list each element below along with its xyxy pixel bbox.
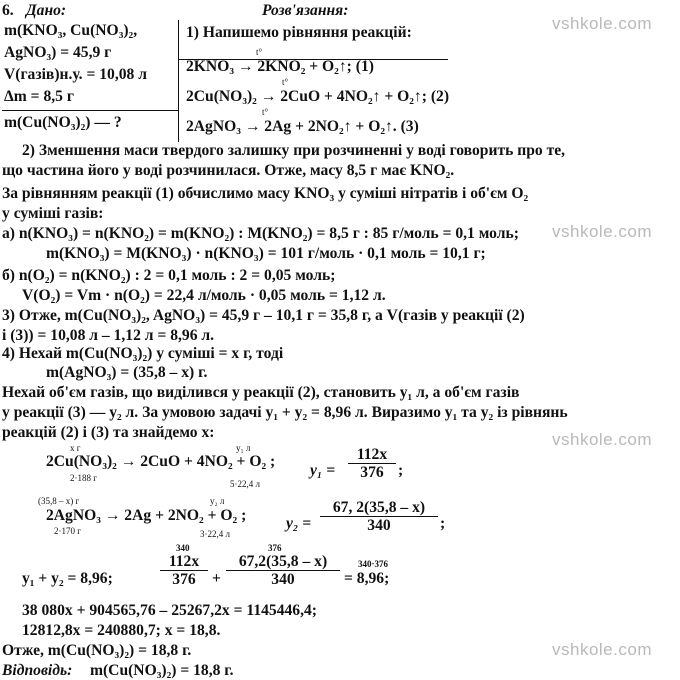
temp-mark: t° — [262, 107, 269, 117]
watermark: vshkole.com — [552, 640, 652, 659]
mass-annotation: (35,8 – x) г — [38, 496, 80, 506]
solution-line: 38 080x + 904565,76 – 25267,2x = 1145446,4; — [22, 602, 317, 619]
volume-annotation: 5·22,4 л — [230, 479, 260, 489]
equation-2: 2Cu(NO₃)₂ → 2CuO + 4NO₂↑ + O₂↑; (2) — [186, 88, 450, 105]
y2-denominator: 340 — [367, 517, 391, 534]
watermark: vshkole.com — [552, 430, 652, 449]
text-line: m(AgNO₃) = (35,8 – x) г. — [46, 364, 208, 381]
watermark: vshkole.com — [552, 14, 652, 33]
sum-fraction-2 — [226, 553, 340, 588]
given-heading: Дано: — [26, 2, 67, 19]
y1-fraction — [348, 446, 396, 481]
solution-heading: Розв'язання: — [262, 2, 349, 19]
fraction-denominator: 376 — [172, 571, 196, 588]
y2-numerator: 67, 2(35,8 – x) — [320, 499, 438, 517]
text-line: m(KNO₃) = M(KNO₃) · n(KNO₃) = 101 г/моль · 0,1 моль = 10,1 г; — [46, 245, 486, 262]
y2-label: y₂ = — [286, 515, 312, 532]
fraction-numerator: 112x — [160, 553, 208, 571]
multiplier: 340 — [176, 543, 190, 553]
watermark: vshkole.com — [552, 222, 652, 241]
text-line: 4) Нехай m(Cu(NO₃)₂) у суміші = x г, тоді — [2, 345, 284, 362]
semicolon: ; — [398, 462, 404, 479]
answer-text: m(Cu(NO₃)₂) = 18,8 г. — [90, 662, 234, 679]
text-line: V(O₂) = Vm · n(O₂) = 22,4 л/моль · 0,05 моль = 1,12 л. — [22, 287, 386, 304]
multiplier: 340·376 — [358, 559, 389, 569]
solution-step: 1) Напишемо рівняння реакцій: — [186, 24, 412, 41]
given-line: AgNO₃) = 45,9 г — [4, 44, 112, 61]
sum-equation: y₁ + y₂ = 8,96; — [22, 570, 113, 587]
text-line: Нехай об'єм газів, що виділився у реакції (2), становить y₁ л, а об'єм газів — [2, 384, 520, 401]
reaction-3: 2AgNO₃ → 2Ag + 2NO₂ + O₂ ; — [46, 507, 247, 524]
y1-denominator: 376 — [360, 464, 384, 481]
mass-annotation: x г — [70, 443, 81, 453]
fraction-numerator: 67,2(35,8 – x) — [226, 553, 340, 571]
problem-number: 6. — [2, 2, 14, 19]
mass-annotation: 2·170 г — [54, 526, 81, 536]
y1-label: y₁ = — [310, 462, 336, 479]
text-line: що частина його у воді розчинилася. Отже, масу 8,5 г має KNO₂. — [2, 162, 455, 179]
text-line: б) n(O₂) = n(KNO₂) : 2 = 0,1 моль : 2 = 0,05 моль; — [2, 267, 336, 284]
temp-mark: t° — [256, 47, 263, 57]
equation-3: 2AgNO₃ → 2Ag + 2NO₂↑ + O₂↑. (3) — [186, 118, 419, 135]
text-line: у суміші газів: — [2, 205, 104, 222]
find-line: m(Cu(NO₃)₂) — ? — [4, 114, 122, 131]
text-line: реакцій (2) і (3) та знайдемо x: — [2, 424, 215, 441]
text-line: а) n(KNO₃) = n(KNO₂) = m(KNO₂) : M(KNO₂) = 8,5 г : 85 г/моль = 0,1 моль; — [2, 225, 519, 242]
text-line: у реакції (3) — y₂ л. За умовою задачі y₁ + y₂ = 8,96 л. Виразимо y₁ та y₂ із рівнянь — [2, 404, 568, 421]
semicolon: ; — [440, 515, 446, 532]
equation-1: 2KNO₃ → 2KNO₂ + O₂↑; (1) — [186, 58, 374, 75]
volume-annotation: y₂ л — [210, 496, 225, 506]
mass-annotation: 2·188 г — [70, 473, 97, 483]
sum-value: = 8,96; — [344, 570, 390, 587]
text-line: 3) Отже, m(Cu(NO₃)₂, AgNO₃) = 45,9 г – 10,1 г = 35,8 г, а V(газів у реакції (2) — [2, 307, 525, 324]
given-line: m(KNO₃, Cu(NO₃)₂, — [4, 22, 138, 39]
find-divider — [2, 110, 178, 111]
sum-fraction-1 — [160, 553, 208, 588]
multiplier: 376 — [268, 543, 282, 553]
given-line: Δm = 8,5 г — [4, 88, 74, 105]
text-line: і (3)) = 10,08 л – 1,12 л = 8,96 л. — [2, 327, 215, 344]
text-line: За рівнянням реакції (1) обчислимо масу KNO₃ у суміші нітратів і об'єм O₂ — [2, 185, 529, 202]
reaction-2: 2Cu(NO₃)₂ → 2CuO + 4NO₂ + O₂ ; — [46, 453, 276, 470]
fraction-denominator: 340 — [271, 571, 295, 588]
answer-label: Відповідь: — [2, 662, 73, 679]
solution-line: 12812,8x = 240880,7; x = 18,8. — [22, 622, 221, 639]
volume-annotation: y₁ л — [236, 443, 251, 453]
text-line: 2) Зменшення маси твердого залишку при розчиненні у воді говорить про те, — [22, 142, 566, 159]
given-divider — [178, 20, 179, 142]
y2-fraction — [320, 499, 438, 534]
y1-numerator: 112x — [348, 446, 396, 464]
volume-annotation: 3·22,4 л — [200, 529, 230, 539]
plus-sign: + — [212, 570, 221, 587]
temp-mark: t° — [282, 77, 289, 87]
given-line: V(газів)н.у. = 10,08 л — [4, 66, 147, 83]
solution-line: Отже, m(Cu(NO₃)₂) = 18,8 г. — [2, 642, 192, 659]
